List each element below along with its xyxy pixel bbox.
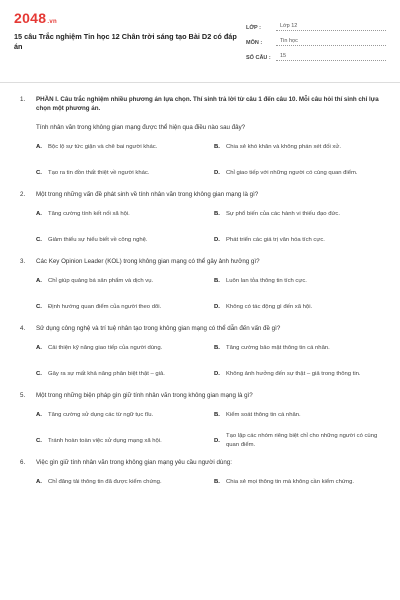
question-text: Các Key Opinion Leader (KOL) trong không gian mạng có thể gây ảnh hưởng gì?: [36, 258, 260, 265]
meta-value: Lớp 12: [276, 23, 386, 31]
option-text: Chia sẻ mọi thông tin mà không cần kiểm chứng.: [226, 478, 355, 485]
header-left: [14, 10, 244, 80]
meta-label: LỚP :: [246, 25, 261, 31]
option-b[interactable]: [214, 272, 380, 290]
question-number: 4.: [20, 325, 26, 332]
answer-options: [36, 339, 380, 383]
option-text: Định hướng quan điểm của người theo dõi.: [48, 303, 162, 310]
option-text: Tạo lập các nhóm riêng biệt chỉ cho những người có cùng quan điểm.: [226, 433, 378, 448]
question-number: 2.: [20, 191, 26, 198]
option-b[interactable]: [214, 339, 380, 357]
option-text: Tránh hoàn toàn việc sử dụng mạng xã hội.: [48, 437, 162, 444]
option-a[interactable]: [36, 138, 202, 156]
option-letter: B.: [214, 411, 220, 418]
meta-row-count: [246, 46, 386, 61]
meta-row-class: [246, 16, 386, 31]
question-number: 6.: [20, 459, 26, 466]
answer-options: [36, 138, 380, 182]
option-d[interactable]: [214, 432, 380, 450]
option-letter: A.: [36, 143, 42, 150]
option-a[interactable]: [36, 205, 202, 223]
option-c[interactable]: [36, 298, 202, 316]
option-text: Không ảnh hưởng đến sự thật – giả trong thông tin.: [226, 370, 361, 377]
question-number: 1.: [20, 96, 26, 103]
question-list: [14, 95, 386, 491]
option-letter: B.: [214, 344, 220, 351]
option-b[interactable]: [214, 406, 380, 424]
option-d[interactable]: [214, 298, 380, 316]
answer-options: [36, 205, 380, 249]
option-text: Luôn lan tỏa thông tin tích cực.: [226, 277, 307, 284]
question-6: [20, 458, 380, 491]
logo-text: 2048: [14, 10, 47, 26]
option-text: Giảm thiểu sự hiểu biết về công nghệ.: [48, 236, 148, 243]
question-text: Sử dụng công nghệ và trí tuệ nhân tạo trong không gian mạng có thể dẫn đến vấn đề gì?: [36, 325, 281, 332]
option-letter: C.: [36, 303, 42, 310]
option-c[interactable]: [36, 432, 202, 450]
option-text: Cải thiện kỹ năng giao tiếp của người dùng.: [48, 344, 163, 351]
answer-options: [36, 406, 380, 450]
question-2: [20, 190, 380, 249]
option-letter: B.: [214, 143, 220, 150]
option-a[interactable]: [36, 406, 202, 424]
option-text: Không có tác động gì đến xã hội.: [226, 303, 313, 310]
meta-row-subject: [246, 31, 386, 46]
section-instructions: PHẦN I. Câu trắc nghiệm nhiều phương án lựa chọn. Thí sinh trả lời từ câu 1 đến câu 10. Mỗi câu hỏi thí sinh chỉ lựa chọn một phương án.: [36, 96, 379, 112]
meta-label: SỐ CÂU :: [246, 55, 271, 61]
option-text: Phát triển các giá trị văn hóa tích cực.: [226, 236, 325, 243]
question-header: [20, 391, 380, 400]
question-header: [20, 95, 380, 113]
option-letter: B.: [214, 277, 220, 284]
option-text: Chỉ đăng tải thông tin đã được kiểm chứng.: [48, 478, 162, 485]
option-c[interactable]: [36, 365, 202, 383]
question-number: 3.: [20, 258, 26, 265]
option-text: Tạo ra tin đồn thất thiệt về người khác.: [48, 169, 150, 176]
option-text: Chia sẻ khó khăn và không phán xét đối xử.: [226, 143, 341, 150]
answer-options: [36, 473, 380, 491]
header-divider: [0, 82, 400, 83]
option-c[interactable]: [36, 164, 202, 182]
option-text: Kiểm soát thông tin cá nhân.: [226, 411, 301, 418]
question-number: 5.: [20, 392, 26, 399]
option-letter: B.: [214, 210, 220, 217]
option-text: Tăng cường sử dụng các từ ngữ tục tĩu.: [48, 411, 154, 418]
option-text: Chỉ giúp quảng bá sản phẩm và dịch vụ.: [48, 277, 154, 284]
option-text: Sự phổ biến của các hành vi thiếu đạo đức.: [226, 210, 340, 217]
option-text: Chỉ giao tiếp với những người có cùng quan điểm.: [226, 169, 358, 176]
option-c[interactable]: [36, 231, 202, 249]
option-letter: C.: [36, 236, 42, 243]
question-text: Tính nhân văn trong không gian mạng được thể hiện qua điều nào sau đây?: [36, 124, 246, 131]
option-letter: B.: [214, 478, 220, 485]
answer-options: [36, 272, 380, 316]
site-logo[interactable]: [14, 10, 244, 26]
option-letter: A.: [36, 210, 42, 217]
document-title: 15 câu Trắc nghiệm Tin học 12 Chân trời sáng tạo Bài D2 có đáp án: [14, 32, 237, 51]
option-a[interactable]: [36, 272, 202, 290]
question-4: [20, 324, 380, 383]
question-header: [20, 458, 380, 467]
question-3: [20, 257, 380, 316]
option-text: Tăng cường bảo mật thông tin cá nhân.: [226, 344, 330, 351]
meta-value: Tin học: [276, 38, 386, 46]
option-letter: D.: [214, 236, 220, 243]
meta-label: MÔN :: [246, 40, 263, 46]
question-header: [20, 324, 380, 333]
option-a[interactable]: [36, 473, 202, 491]
question-header: [20, 190, 380, 199]
option-letter: D.: [214, 303, 220, 310]
option-letter: C.: [36, 437, 42, 444]
option-letter: D.: [214, 370, 220, 377]
option-letter: D.: [214, 437, 220, 444]
option-b[interactable]: [214, 473, 380, 491]
meta-panel: [246, 10, 386, 80]
question-text: Một trong những biện pháp gìn giữ tính nhân văn trong không gian mạng là gì?: [36, 392, 253, 399]
option-d[interactable]: [214, 365, 380, 383]
option-a[interactable]: [36, 339, 202, 357]
header: [14, 10, 386, 80]
option-d[interactable]: [214, 164, 380, 182]
option-b[interactable]: [214, 205, 380, 223]
logo-domain: .vn: [47, 19, 57, 25]
question-header: [20, 257, 380, 266]
question-5: [20, 391, 380, 450]
question-text: Việc gìn giữ tính nhân văn trong không gian mạng yêu cầu người dùng:: [36, 459, 232, 466]
option-letter: C.: [36, 169, 42, 176]
option-d[interactable]: [214, 231, 380, 249]
option-letter: C.: [36, 370, 42, 377]
option-letter: A.: [36, 277, 42, 284]
option-letter: A.: [36, 411, 42, 418]
option-letter: A.: [36, 344, 42, 351]
option-text: Bộc lộ sự tức giận và chê bai người khác.: [48, 143, 158, 150]
option-b[interactable]: [214, 138, 380, 156]
meta-value: 15: [276, 53, 386, 61]
option-text: Gây ra sự mất khả năng phân biệt thật – giả.: [48, 370, 165, 377]
option-letter: D.: [214, 169, 220, 176]
option-letter: A.: [36, 478, 42, 485]
option-text: Tăng cường tính kết nối xã hội.: [48, 210, 130, 217]
question-1: [20, 95, 380, 182]
question-text: Một trong những vấn đề phát sinh về tính nhân văn trong không gian mạng là gì?: [36, 191, 259, 198]
